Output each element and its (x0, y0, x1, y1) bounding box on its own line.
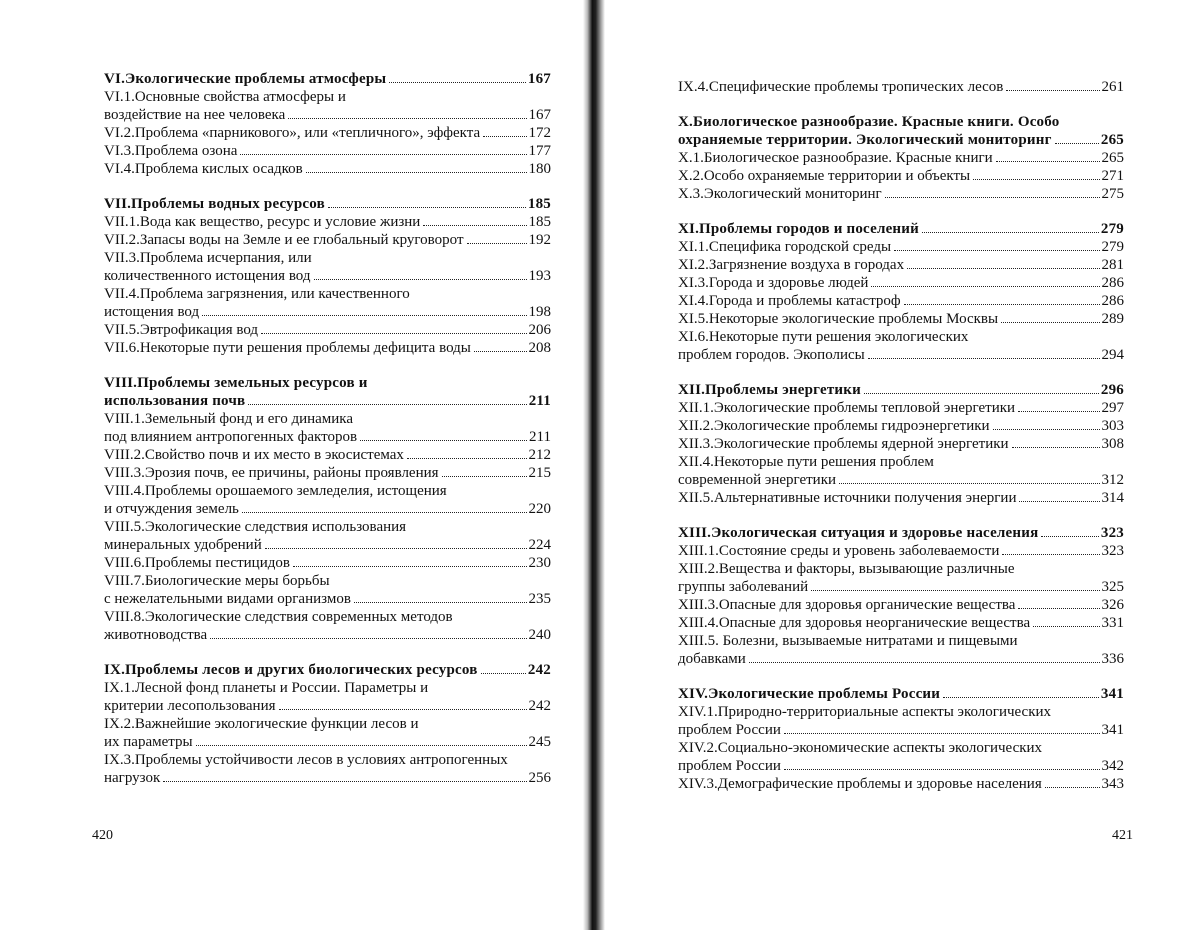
toc-entry-final-line (104, 303, 551, 321)
toc-entry-final-line (678, 167, 1124, 185)
toc-entry-title: количественного истощения вод (104, 268, 311, 284)
toc-entry-title: VII.5.Эвтрофикация вод (104, 322, 259, 338)
toc-entry-final-line (678, 149, 1124, 167)
toc-section-entry (678, 274, 1124, 292)
toc-section-entry (678, 238, 1124, 256)
toc-entry-text-line: IX.2.Важнейшие экологические функции лесов и (104, 716, 419, 732)
dot-leader (1012, 447, 1100, 448)
toc-page-number: 265 (1100, 132, 1124, 148)
toc-page-number: 185 (527, 196, 551, 212)
dot-leader (288, 118, 526, 119)
toc-chapter-heading (678, 381, 1124, 399)
dot-leader (996, 161, 1100, 162)
toc-entry-final-line (678, 78, 1124, 96)
toc-entry-title: X.1.Биологическое разнообразие. Красные книги (678, 150, 993, 166)
toc-entry-final-line (104, 106, 551, 124)
toc-page-number: 326 (1101, 597, 1124, 613)
toc-page-number: 279 (1100, 221, 1124, 237)
toc-section-entry (678, 542, 1124, 560)
dot-leader (354, 602, 527, 603)
toc-section-entry (104, 554, 551, 572)
toc-entry-title: XI.Проблемы городов и поселений (678, 221, 919, 237)
toc-section-entry (678, 167, 1124, 185)
toc-entry-final-line (104, 195, 551, 213)
toc-chapter-heading (678, 524, 1124, 542)
toc-entry-final-line (678, 346, 1124, 364)
toc-section-entry (104, 231, 551, 249)
toc-entry-title: проблем России (678, 722, 781, 738)
toc-entry-text-line: IX.1.Лесной фонд планеты и России. Параметры и (104, 680, 429, 696)
toc-page-number: 198 (528, 304, 551, 320)
toc-entry-text-line: VIII.4.Проблемы орошаемого земледелия, истощения (104, 483, 447, 499)
toc-entry-final-line (104, 267, 551, 285)
toc-page-number: 208 (528, 340, 551, 356)
toc-entry-final-line (678, 310, 1124, 328)
toc-entry-title: VI.3.Проблема озона (104, 143, 238, 159)
toc-section-entry (678, 399, 1124, 417)
toc-page-number: 286 (1101, 275, 1124, 291)
toc-page-number: 261 (1101, 79, 1124, 95)
toc-entry-title: XIII.4.Опасные для здоровья неорганические вещества (678, 615, 1031, 631)
toc-entry-title: современной энергетики (678, 472, 837, 488)
toc-entry-title: VIII.2.Свойство почв и их место в экосистемах (104, 447, 404, 463)
toc-entry-title: XI.1.Специфика городской среды (678, 239, 892, 255)
toc-entry-final-line (678, 685, 1124, 703)
dot-leader (423, 225, 526, 226)
dot-leader (1018, 608, 1099, 609)
dot-leader (279, 709, 527, 710)
toc-entry-title: критерии лесопользования (104, 698, 276, 714)
toc-entry-title: XI.5.Некоторые экологические проблемы Москвы (678, 311, 999, 327)
toc-entry-final-line (678, 578, 1124, 596)
toc-section-entry (104, 751, 551, 787)
toc-page-number: 245 (528, 734, 551, 750)
toc-entry-title: XIII.1.Состояние среды и уровень заболеваемости (678, 543, 1000, 559)
toc-chapter-heading (678, 220, 1124, 238)
toc-entry-text-line: XIII.2.Вещества и факторы, вызывающие различные (678, 561, 1015, 577)
toc-section-entry (104, 88, 551, 124)
toc-page-number: 211 (529, 429, 551, 445)
toc-entry-title: XI.2.Загрязнение воздуха в городах (678, 257, 905, 273)
dot-leader (1055, 143, 1099, 144)
toc-entry-text-line: VII.4.Проблема загрязнения, или качественного (104, 286, 410, 302)
toc-page-number: 323 (1100, 525, 1124, 541)
toc-entry-final-line (678, 417, 1124, 435)
dot-leader (481, 673, 526, 674)
toc-section-entry (104, 518, 551, 554)
dot-leader (973, 179, 1099, 180)
toc-page-number: 172 (528, 125, 551, 141)
toc-section-entry (678, 632, 1124, 668)
toc-entry-final-line (678, 542, 1124, 560)
toc-page-number: 167 (527, 71, 551, 87)
dot-leader (1018, 411, 1099, 412)
toc-entry-title: охраняемые территории. Экологический мониторинг (678, 132, 1052, 148)
dot-leader (163, 781, 526, 782)
toc-page-number: 286 (1101, 293, 1124, 309)
toc-entry-final-line (104, 231, 551, 249)
toc-entry-final-line (104, 321, 551, 339)
toc-page-number: 230 (528, 555, 551, 571)
toc-section-entry (678, 775, 1124, 793)
toc-page-number: 297 (1101, 400, 1124, 416)
toc-section-entry (678, 435, 1124, 453)
toc-entry-title: IX.Проблемы лесов и других биологических ресурсов (104, 662, 478, 678)
toc-entry-title: XIV.Экологические проблемы России (678, 686, 941, 702)
toc-entry-final-line (678, 757, 1124, 775)
toc-entry-final-line (104, 590, 551, 608)
toc-entry-final-line (104, 428, 551, 446)
dot-leader (248, 404, 526, 405)
toc-entry-final-line (104, 769, 551, 787)
dot-leader (407, 458, 527, 459)
toc-chapter-heading (678, 113, 1124, 149)
right-page (605, 0, 1200, 930)
toc-entry-text-line: VIII.5.Экологические следствия использования (104, 519, 407, 535)
toc-entry-final-line (104, 626, 551, 644)
toc-entry-final-line (678, 185, 1124, 203)
toc-entry-title: использования почв (104, 393, 246, 409)
toc-entry-final-line (104, 536, 551, 554)
toc-section-entry (104, 608, 551, 644)
toc-section-entry (678, 256, 1124, 274)
toc-page-number: 240 (528, 627, 551, 643)
toc-page-number: 215 (528, 465, 551, 481)
toc-entry-title: группы заболеваний (678, 579, 809, 595)
dot-leader (749, 662, 1100, 663)
toc-page-number: 271 (1101, 168, 1124, 184)
dot-leader (1041, 536, 1098, 537)
toc-page-number: 212 (528, 447, 551, 463)
toc-entry-title: XII.5.Альтернативные источники получения энергии (678, 490, 1017, 506)
toc-section-entry (104, 679, 551, 715)
toc-section-entry (104, 446, 551, 464)
toc-page-number: 303 (1101, 418, 1124, 434)
toc-entry-title: XIII.3.Опасные для здоровья органические вещества (678, 597, 1016, 613)
toc-entry-final-line (104, 142, 551, 160)
toc-page-number: 265 (1101, 150, 1124, 166)
toc-entry-final-line (678, 220, 1124, 238)
toc-entry-title: XII.Проблемы энергетики (678, 382, 861, 398)
toc-page-number: 180 (528, 161, 551, 177)
dot-leader (839, 483, 1099, 484)
toc-page-number: 331 (1101, 615, 1124, 631)
page-number-right: 421 (1112, 828, 1133, 843)
toc-entry-final-line (104, 697, 551, 715)
toc-entry-final-line (104, 392, 551, 410)
toc-section-entry (678, 560, 1124, 596)
dot-leader (904, 304, 1100, 305)
dot-leader (306, 172, 527, 173)
dot-leader (1006, 90, 1099, 91)
dot-leader (993, 429, 1100, 430)
toc-section-entry (678, 614, 1124, 632)
toc-entry-title: VIII.6.Проблемы пестицидов (104, 555, 290, 571)
toc-entry-final-line (678, 650, 1124, 668)
toc-entry-final-line (104, 213, 551, 231)
dot-leader (261, 333, 526, 334)
toc-page-number: 192 (528, 232, 551, 248)
dot-leader (474, 351, 527, 352)
toc-entry-title: VII.2.Запасы воды на Земле и ее глобальный круговорот (104, 232, 464, 248)
toc-page-number: 341 (1101, 722, 1124, 738)
toc-entry-text-line: VIII.1.Земельный фонд и его динамика (104, 411, 354, 427)
toc-section-entry (104, 124, 551, 142)
toc-entry-final-line (678, 274, 1124, 292)
toc-entry-text-line: VII.3.Проблема исчерпания, или (104, 250, 312, 266)
toc-page-number: 220 (528, 501, 551, 517)
dot-leader (483, 136, 526, 137)
toc-section-entry (104, 160, 551, 178)
toc-section-entry (678, 739, 1124, 775)
toc-page-number: 193 (528, 268, 551, 284)
toc-section-entry (104, 142, 551, 160)
toc-entry-title: добавками (678, 651, 746, 667)
toc-entry-title: с нежелательными видами организмов (104, 591, 351, 607)
toc-section-entry (104, 410, 551, 446)
toc-entry-title: нагрузок (104, 770, 161, 786)
toc-page-number: 256 (528, 770, 551, 786)
toc-entry-text-line: VIII.8.Экологические следствия современных методов (104, 609, 453, 625)
toc-page-number: 177 (528, 143, 551, 159)
toc-entry-text-line: XIII.5. Болезни, вызываемые нитратами и пищевыми (678, 633, 1018, 649)
dot-leader (864, 393, 1099, 394)
toc-page-number: 342 (1101, 758, 1124, 774)
toc-entry-title: VIII.3.Эрозия почв, ее причины, районы проявления (104, 465, 439, 481)
toc-entry-title: под влиянием антропогенных факторов (104, 429, 358, 445)
toc-section-entry (104, 572, 551, 608)
dot-leader (210, 638, 526, 639)
toc-entry-final-line (678, 614, 1124, 632)
dot-leader (871, 286, 1099, 287)
dot-leader (1045, 787, 1100, 788)
toc-page-number: 279 (1101, 239, 1124, 255)
toc-entry-title: проблем России (678, 758, 781, 774)
toc-page-number: 336 (1101, 651, 1124, 667)
toc-chapter-heading (678, 685, 1124, 703)
dot-leader (293, 566, 527, 567)
page-number-left: 420 (92, 828, 113, 843)
toc-entry-title: и отчуждения земель (104, 501, 239, 517)
dot-leader (1033, 626, 1099, 627)
toc-entry-final-line (678, 596, 1124, 614)
toc-page-number: 323 (1101, 543, 1124, 559)
toc-page-number: 281 (1101, 257, 1124, 273)
toc-entry-title: IX.4.Специфические проблемы тропических лесов (678, 79, 1004, 95)
toc-entry-final-line (678, 399, 1124, 417)
dot-leader (784, 733, 1100, 734)
toc-section-entry (104, 321, 551, 339)
toc-entry-final-line (678, 435, 1124, 453)
toc-page-number: 308 (1101, 436, 1124, 452)
toc-entry-title: VII.Проблемы водных ресурсов (104, 196, 325, 212)
toc-section-entry (678, 417, 1124, 435)
toc-page-number: 343 (1101, 776, 1124, 792)
dot-leader (202, 315, 526, 316)
book-spine-gutter (583, 0, 605, 930)
dot-leader (442, 476, 527, 477)
toc-section-entry (104, 715, 551, 751)
toc-section-entry (104, 482, 551, 518)
toc-entry-title: VI.Экологические проблемы атмосферы (104, 71, 387, 87)
dot-leader (328, 207, 526, 208)
dot-leader (943, 697, 1099, 698)
toc-entry-final-line (104, 464, 551, 482)
toc-page-number: 325 (1101, 579, 1124, 595)
toc-entry-title: истощения вод (104, 304, 200, 320)
toc-entry-text-line: VIII.7.Биологические меры борьбы (104, 573, 330, 589)
toc-entry-final-line (678, 131, 1124, 149)
toc-entry-final-line (678, 292, 1124, 310)
toc-entry-title: XII.1.Экологические проблемы тепловой энергетики (678, 400, 1016, 416)
dot-leader (242, 512, 527, 513)
dot-leader (314, 279, 527, 280)
toc-entry-final-line (104, 446, 551, 464)
toc-section-entry (678, 185, 1124, 203)
toc-page-number: 224 (528, 537, 551, 553)
toc-entry-text-line: X.Биологическое разнообразие. Красные книги. Особо (678, 114, 1060, 130)
toc-section-entry (678, 310, 1124, 328)
toc-entry-title: воздействие на нее человека (104, 107, 286, 123)
toc-page-number: 185 (528, 214, 551, 230)
toc-chapter-heading (104, 661, 551, 679)
dot-leader (1019, 501, 1099, 502)
toc-page-number: 296 (1100, 382, 1124, 398)
toc-section-entry (678, 328, 1124, 364)
toc-chapter-heading (104, 70, 551, 88)
toc-entry-final-line (104, 339, 551, 357)
toc-page-number: 242 (528, 698, 551, 714)
dot-leader (240, 154, 526, 155)
toc-page-number: 294 (1101, 347, 1124, 363)
dot-leader (1002, 554, 1099, 555)
toc-entry-final-line (678, 471, 1124, 489)
toc-page-number: 206 (528, 322, 551, 338)
toc-page-number: 235 (528, 591, 551, 607)
toc-entry-title: минеральных удобрений (104, 537, 262, 553)
toc-entry-final-line (104, 554, 551, 572)
dot-leader (885, 197, 1100, 198)
toc-section-entry (104, 464, 551, 482)
toc-entry-final-line (104, 733, 551, 751)
toc-entry-title: их параметры (104, 734, 193, 750)
toc-section-entry (104, 285, 551, 321)
toc-entry-final-line (104, 124, 551, 142)
toc-list-right (678, 78, 1124, 793)
dot-leader (265, 548, 527, 549)
dot-leader (811, 590, 1099, 591)
dot-leader (360, 440, 527, 441)
toc-entry-final-line (104, 500, 551, 518)
toc-entry-final-line (104, 70, 551, 88)
toc-page-number: 289 (1101, 311, 1124, 327)
dot-leader (784, 769, 1100, 770)
dot-leader (1001, 322, 1099, 323)
toc-entry-title: проблем городов. Экополисы (678, 347, 865, 363)
toc-entry-title: XI.4.Города и проблемы катастроф (678, 293, 901, 309)
dot-leader (196, 745, 527, 746)
toc-page-number: 312 (1101, 472, 1124, 488)
toc-entry-title: XIII.Экологическая ситуация и здоровье населения (678, 525, 1039, 541)
toc-chapter-heading (104, 374, 551, 410)
toc-section-entry (104, 339, 551, 357)
toc-section-entry (678, 489, 1124, 507)
toc-entry-final-line (104, 160, 551, 178)
toc-entry-title: XII.2.Экологические проблемы гидроэнергетики (678, 418, 990, 434)
toc-entry-text-line: VI.1.Основные свойства атмосферы и (104, 89, 346, 105)
toc-entry-title: VII.6.Некоторые пути решения проблемы дефицита воды (104, 340, 471, 356)
toc-list-left (104, 70, 551, 787)
toc-entry-final-line (678, 721, 1124, 739)
toc-chapter-heading (104, 195, 551, 213)
toc-page-number: 211 (528, 393, 551, 409)
toc-entry-title: XIV.3.Демографические проблемы и здоровье населения (678, 776, 1042, 792)
toc-entry-final-line (678, 524, 1124, 542)
toc-page-number: 242 (527, 662, 551, 678)
left-page (0, 0, 583, 930)
toc-entry-final-line (678, 489, 1124, 507)
toc-entry-title: XI.3.Города и здоровье людей (678, 275, 869, 291)
toc-page-number: 341 (1100, 686, 1124, 702)
toc-section-entry (104, 213, 551, 231)
toc-section-entry (678, 78, 1124, 96)
toc-entry-text-line: VIII.Проблемы земельных ресурсов и (104, 375, 368, 391)
toc-section-entry (678, 292, 1124, 310)
toc-entry-text-line: IX.3.Проблемы устойчивости лесов в условиях антропогенных (104, 752, 508, 768)
toc-page-number: 314 (1101, 490, 1124, 506)
toc-section-entry (678, 453, 1124, 489)
dot-leader (894, 250, 1099, 251)
toc-entry-title: VI.2.Проблема «парникового», или «тепличного», эффекта (104, 125, 481, 141)
toc-section-entry (678, 149, 1124, 167)
toc-entry-text-line: XII.4.Некоторые пути решения проблем (678, 454, 934, 470)
dot-leader (922, 232, 1099, 233)
dot-leader (389, 82, 526, 83)
toc-entry-title: X.3.Экологический мониторинг (678, 186, 882, 202)
toc-entry-text-line: XI.6.Некоторые пути решения экологических (678, 329, 969, 345)
toc-entry-final-line (104, 661, 551, 679)
toc-entry-final-line (678, 238, 1124, 256)
dot-leader (907, 268, 1099, 269)
toc-page-number: 275 (1101, 186, 1124, 202)
toc-entry-title: X.2.Особо охраняемые территории и объекты (678, 168, 971, 184)
toc-section-entry (678, 703, 1124, 739)
toc-entry-final-line (678, 256, 1124, 274)
toc-entry-title: XII.3.Экологические проблемы ядерной энергетики (678, 436, 1009, 452)
dot-leader (868, 358, 1100, 359)
toc-section-entry (104, 249, 551, 285)
toc-entry-text-line: XIV.1.Природно-территориальные аспекты экологических (678, 704, 1052, 720)
toc-entry-final-line (678, 775, 1124, 793)
toc-entry-title: VII.1.Вода как вещество, ресурс и условие жизни (104, 214, 421, 230)
toc-entry-title: животноводства (104, 627, 208, 643)
dot-leader (467, 243, 527, 244)
toc-entry-final-line (678, 381, 1124, 399)
toc-section-entry (678, 596, 1124, 614)
toc-entry-title: VI.4.Проблема кислых осадков (104, 161, 303, 177)
toc-page-number: 167 (528, 107, 551, 123)
toc-entry-text-line: XIV.2.Социально-экономические аспекты экологических (678, 740, 1043, 756)
